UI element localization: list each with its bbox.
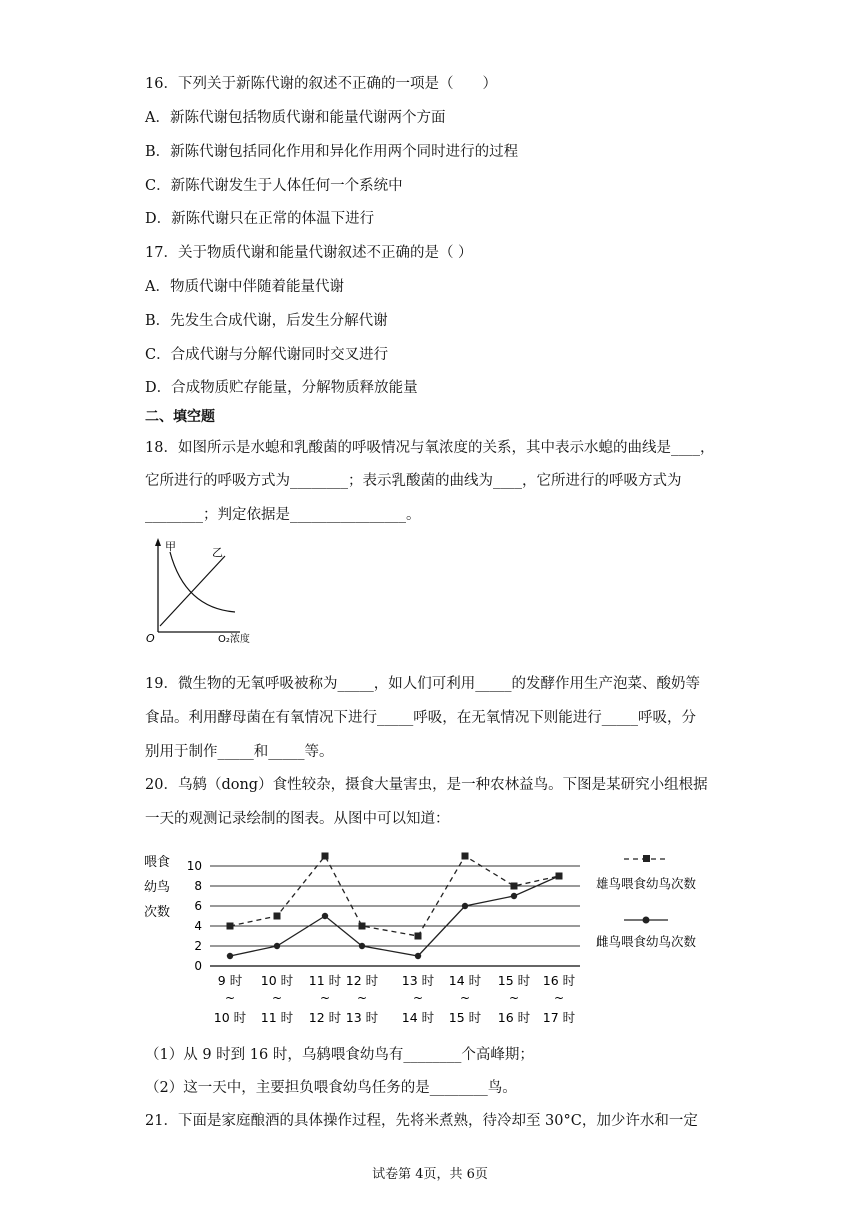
x-tick-top-7: 16 时 bbox=[542, 973, 576, 988]
q19-line-1: 19．微生物的无氧呼吸被称为_____，如人们可利用_____的发酵作用生产泡菜、酸奶等 bbox=[145, 676, 700, 692]
q18-xlabel: O₂浓度 bbox=[218, 634, 250, 645]
q21-line-1: 21．下面是家庭酿酒的具体操作过程，先将米煮熟，待冷却至 30°C，加少许水和一定 bbox=[145, 1113, 698, 1129]
x-tick-bottom-1: 11 时 bbox=[260, 1010, 294, 1025]
legend-marker-male bbox=[643, 855, 650, 862]
q18-line-3: ________；判定依据是________________。 bbox=[145, 507, 421, 523]
feeding-chart bbox=[140, 840, 720, 1030]
y-tick-4: 4 bbox=[194, 919, 202, 933]
x-tick-bottom-2: 12 时 bbox=[308, 1010, 342, 1025]
q16-option-c: C．新陈代谢发生于人体任何一个系统中 bbox=[145, 178, 403, 194]
x-tick-top-4: 13 时 bbox=[401, 973, 435, 988]
q18-origin: O bbox=[146, 632, 155, 645]
q16-stem: 16．下列关于新陈代谢的叙述不正确的一项是（ ） bbox=[145, 76, 497, 92]
q16-option-d: D．新陈代谢只在正常的体温下进行 bbox=[145, 211, 375, 227]
x-tick-top-3: 12 时 bbox=[345, 973, 379, 988]
x-tick-tilde-1: ~ bbox=[271, 991, 283, 1005]
q17-option-b: B．先发生合成代谢，后发生分解代谢 bbox=[145, 313, 388, 329]
x-tick-top-2: 11 时 bbox=[308, 973, 342, 988]
y-tick-2: 2 bbox=[194, 939, 202, 953]
q18-label-yi: 乙 bbox=[212, 546, 223, 559]
point-0-1 bbox=[274, 913, 281, 920]
point-0-6 bbox=[511, 883, 518, 890]
q17-option-d: D．合成物质贮存能量，分解物质释放能量 bbox=[145, 380, 418, 396]
chart-ylabel bbox=[144, 855, 170, 920]
point-0-5 bbox=[462, 853, 469, 860]
q19-line-3: 别用于制作_____和_____等。 bbox=[145, 744, 334, 760]
point-0-4 bbox=[415, 933, 422, 940]
section-title: 二、填空题 bbox=[145, 409, 215, 425]
x-tick-tilde-3: ~ bbox=[356, 991, 368, 1005]
q18-line-1: 18．如图所示是水螅和乳酸菌的呼吸情况与氧浓度的关系，其中表示水螅的曲线是____， bbox=[145, 440, 715, 456]
q18-curve-yi bbox=[160, 556, 225, 626]
x-tick-tilde-6: ~ bbox=[508, 991, 520, 1005]
x-tick-bottom-4: 14 时 bbox=[401, 1010, 435, 1025]
q20-sub-1: （1）从 9 时到 16 时，乌鸫喂食幼鸟有________个高峰期； bbox=[145, 1047, 534, 1063]
q17-option-a: A．物质代谢中伴随着能量代谢 bbox=[145, 279, 344, 295]
q20-line-2: 一天的观测记录绘制的图表。从图中可以知道： bbox=[145, 811, 450, 827]
q16-option-b: B．新陈代谢包括同化作用和异化作用两个同时进行的过程 bbox=[145, 144, 519, 160]
ylabel-line-1: 喂食 bbox=[144, 855, 171, 870]
y-tick-10: 10 bbox=[186, 859, 202, 873]
point-1-6 bbox=[511, 893, 517, 899]
x-tick-bottom-3: 13 时 bbox=[345, 1010, 379, 1025]
x-tick-tilde-7: ~ bbox=[553, 991, 565, 1005]
x-tick-top-0: 9 时 bbox=[217, 973, 243, 988]
legend-label-male: 雄鸟喂食幼鸟次数 bbox=[596, 876, 697, 891]
x-tick-bottom-0: 10 时 bbox=[213, 1010, 247, 1025]
x-tick-tilde-5: ~ bbox=[459, 991, 471, 1005]
point-1-1 bbox=[274, 943, 280, 949]
q19-line-2: 食品。利用酵母菌在有氧情况下进行_____呼吸，在无氧情况下则能进行_____呼吸，分 bbox=[145, 710, 696, 726]
x-tick-tilde-4: ~ bbox=[412, 991, 424, 1005]
point-0-0 bbox=[227, 923, 234, 930]
x-tick-top-5: 14 时 bbox=[448, 973, 482, 988]
q18-y-arrow bbox=[155, 538, 161, 546]
point-1-5 bbox=[462, 903, 468, 909]
q18-label-jia: 甲 bbox=[165, 540, 176, 553]
x-tick-bottom-7: 17 时 bbox=[542, 1010, 576, 1025]
q20-line-1: 20．乌鸫（dong）食性较杂，摄食大量害虫，是一种农林益鸟。下图是某研究小组根据 bbox=[145, 777, 708, 793]
x-tick-top-1: 10 时 bbox=[260, 973, 294, 988]
ylabel-line-2: 幼鸟 bbox=[144, 880, 171, 895]
q18-curve-jia bbox=[170, 552, 235, 612]
point-1-4 bbox=[415, 953, 421, 959]
chart-legend bbox=[596, 855, 697, 949]
q17-option-c: C．合成代谢与分解代谢同时交叉进行 bbox=[145, 347, 389, 363]
series-line-0 bbox=[230, 856, 559, 936]
ylabel-line-3: 次数 bbox=[144, 905, 171, 920]
point-1-7 bbox=[556, 873, 562, 879]
point-1-3 bbox=[359, 943, 365, 949]
q16-option-a: A．新陈代谢包括物质代谢和能量代谢两个方面 bbox=[145, 110, 446, 126]
q17-stem: 17．关于物质代谢和能量代谢叙述不正确的是（ ） bbox=[145, 245, 473, 261]
point-0-2 bbox=[322, 853, 329, 860]
x-tick-bottom-6: 16 时 bbox=[497, 1010, 531, 1025]
point-1-0 bbox=[227, 953, 233, 959]
y-tick-6: 6 bbox=[194, 899, 202, 913]
x-tick-top-6: 15 时 bbox=[497, 973, 531, 988]
q18-figure bbox=[140, 536, 270, 648]
x-tick-tilde-2: ~ bbox=[319, 991, 331, 1005]
x-tick-tilde-0: ~ bbox=[224, 991, 236, 1005]
y-tick-8: 8 bbox=[194, 879, 202, 893]
q18-line-2: 它所进行的呼吸方式为________；表示乳酸菌的曲线为____，它所进行的呼吸方式为 bbox=[145, 473, 682, 489]
x-tick-bottom-5: 15 时 bbox=[448, 1010, 482, 1025]
legend-marker-female bbox=[643, 917, 650, 924]
legend-label-female: 雌鸟喂食幼鸟次数 bbox=[596, 934, 697, 949]
point-1-2 bbox=[322, 913, 328, 919]
point-0-3 bbox=[359, 923, 366, 930]
page-footer: 试卷第 4页，共 6页 bbox=[372, 1167, 488, 1182]
y-tick-0: 0 bbox=[194, 959, 202, 973]
q20-sub-2: （2）这一天中，主要担负喂食幼鸟任务的是________鸟。 bbox=[145, 1080, 517, 1096]
